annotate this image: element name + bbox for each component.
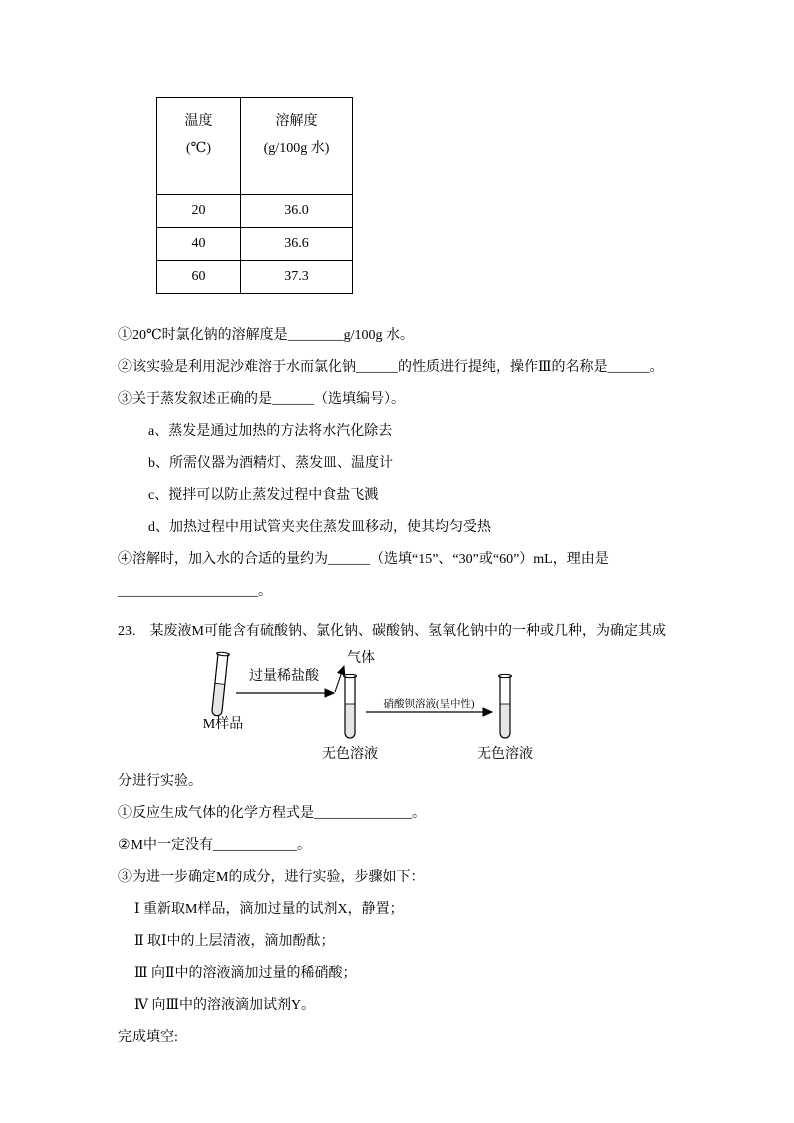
temp-cell: 40 — [157, 228, 241, 261]
q23-intro: 23. 某废液M可能含有硫酸钠、氯化钠、碳酸钠、氢氧化钠中的一种或几种，为确定其成 — [118, 624, 666, 639]
arrow2-reagent-label: 硝酸钡溶液(呈中性) — [383, 699, 475, 710]
table-row — [157, 195, 353, 228]
solubility-cell: 37.3 — [241, 261, 353, 294]
q23-subquestion-2: ②M中一定没有____________。 — [118, 838, 311, 853]
q23-step-4: Ⅳ 向Ⅲ中的溶液滴加试剂Y。 — [134, 998, 316, 1013]
q22-option-a: a、蒸发是通过加热的方法将水汽化除去 — [148, 424, 393, 439]
q22-subquestion-2: ②该实验是利用泥沙难溶于水而氯化钠______的性质进行提纯，操作Ⅲ的名称是______。 — [118, 360, 664, 375]
q22-option-b: b、所需仪器为酒精灯、蒸发皿、温度计 — [148, 456, 393, 471]
test-tube-colorless-2 — [499, 674, 512, 738]
experiment-flow-diagram — [194, 648, 714, 766]
arrow1-reagent-label: 过量稀盐酸 — [249, 669, 319, 684]
header-temp-line2: (℃) — [186, 141, 211, 156]
table-header-row — [157, 98, 353, 195]
colorless-solution-label-1: 无色溶液 — [322, 747, 378, 762]
q22-subquestion-4-line2: ____________________。 — [118, 584, 272, 599]
gas-branch-line — [335, 666, 344, 692]
test-tube-colorless-1 — [344, 674, 357, 738]
solubility-cell: 36.6 — [241, 228, 353, 261]
header-sol-line2: (g/100g 水) — [263, 141, 330, 156]
solubility-cell: 36.0 — [241, 195, 353, 228]
q23-closing: 完成填空: — [118, 1030, 178, 1045]
colorless-solution-label-2: 无色溶液 — [477, 747, 533, 762]
q23-intro-continuation: 分进行实验。 — [118, 774, 202, 789]
table-header-temperature — [157, 98, 241, 195]
header-temp-line1: 温度 — [184, 114, 213, 129]
temp-cell: 20 — [157, 195, 241, 228]
q23-step-3: Ⅲ 向Ⅱ中的溶液滴加过量的稀硝酸； — [134, 966, 357, 981]
q23-step-2: Ⅱ 取Ⅰ中的上层清液，滴加酚酞； — [134, 934, 335, 949]
m-sample-label: M样品 — [202, 717, 244, 732]
table-row — [157, 228, 353, 261]
table-header-solubility — [241, 98, 353, 195]
q22-option-c: c、搅拌可以防止蒸发过程中食盐飞溅 — [148, 488, 379, 503]
test-tube-m-sample — [210, 652, 230, 717]
table-row — [157, 261, 353, 294]
q22-option-d: d、加热过程中用试管夹夹住蒸发皿移动，使其均匀受热 — [148, 520, 491, 535]
q22-subquestion-4-line1: ④溶解时，加入水的合适的量约为______（选填“15”、“30”或“60”）mL，理由是 — [118, 552, 609, 567]
gas-label: 气体 — [347, 651, 375, 666]
experiment-flow-svg — [194, 648, 664, 766]
q22-subquestion-1: ①20℃时氯化钠的溶解度是________g/100g 水。 — [118, 328, 415, 343]
temp-cell: 60 — [157, 261, 241, 294]
solubility-table — [156, 97, 353, 294]
q23-step-1: Ⅰ 重新取M样品，滴加过量的试剂X，静置； — [134, 902, 404, 917]
q23-subquestion-1: ①反应生成气体的化学方程式是______________。 — [118, 806, 426, 821]
q22-subquestion-3: ③关于蒸发叙述正确的是______（选填编号）。 — [118, 392, 405, 407]
q23-subquestion-3: ③为进一步确定M的成分，进行实验，步骤如下： — [118, 870, 425, 885]
header-sol-line1: 溶解度 — [275, 114, 318, 129]
